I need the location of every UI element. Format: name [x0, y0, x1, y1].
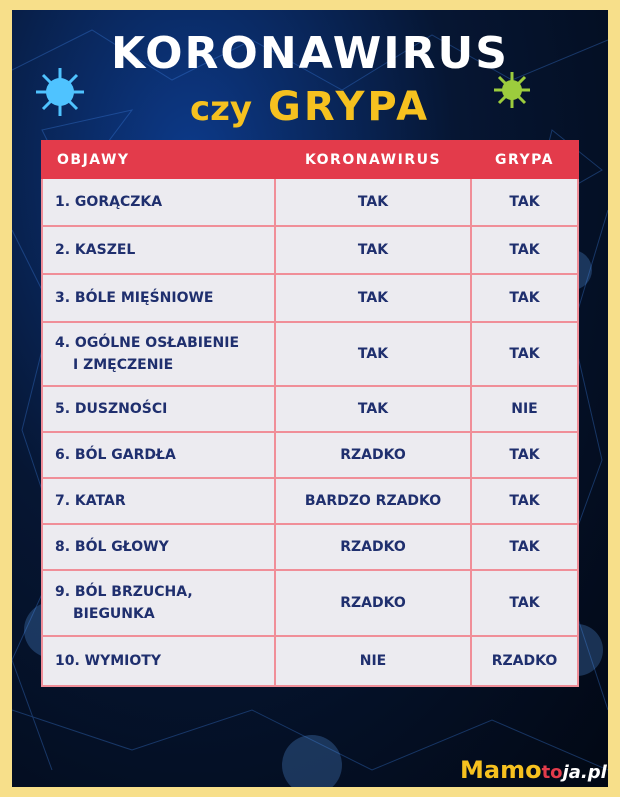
- flu-cell: TAK: [471, 524, 578, 570]
- symptom-line: 9. BÓL BRZUCHA,: [55, 584, 193, 600]
- symptom-line: BIEGUNKA: [73, 606, 155, 622]
- covid-cell: TAK: [275, 322, 471, 386]
- header-covid: KORONAWIRUS: [275, 141, 471, 178]
- symptom-cell: 8. BÓL GŁOWY: [42, 524, 275, 570]
- logo-part-mamo: Mamo: [460, 756, 542, 784]
- logo-part-to: to: [541, 762, 563, 783]
- title-sub-big: GRYPA: [268, 84, 431, 130]
- flu-cell: RZADKO: [471, 636, 578, 686]
- covid-cell: TAK: [275, 274, 471, 322]
- symptom-cell: 2. KASZEL: [42, 226, 275, 274]
- symptom-line: 4. OGÓLNE OSŁABIENIE: [55, 335, 240, 351]
- table-row: [42, 478, 578, 524]
- symptom-cell: [42, 322, 275, 386]
- table-row: [42, 322, 578, 386]
- covid-cell: TAK: [275, 178, 471, 226]
- flu-cell: TAK: [471, 226, 578, 274]
- flu-cell: TAK: [471, 322, 578, 386]
- table-row: [42, 524, 578, 570]
- table-row: [42, 274, 578, 322]
- covid-cell: RZADKO: [275, 524, 471, 570]
- flu-cell: TAK: [471, 178, 578, 226]
- covid-cell: NIE: [275, 636, 471, 686]
- symptom-cell: 5. DUSZNOŚCI: [42, 386, 275, 432]
- header-flu: GRYPA: [471, 141, 578, 178]
- covid-cell: RZADKO: [275, 570, 471, 636]
- title-main: KORONAWIRUS: [111, 28, 509, 79]
- table-row: [42, 570, 578, 636]
- covid-cell: BARDZO RZADKO: [275, 478, 471, 524]
- header-symptoms: OBJAWY: [42, 141, 275, 178]
- table-header-row: [42, 141, 578, 178]
- covid-cell: TAK: [275, 226, 471, 274]
- flu-cell: TAK: [471, 570, 578, 636]
- symptom-cell: 7. KATAR: [42, 478, 275, 524]
- symptom-cell: 6. BÓL GARDŁA: [42, 432, 275, 478]
- symptom-cell: [42, 570, 275, 636]
- symptom-line: I ZMĘCZENIE: [73, 357, 174, 373]
- comparison-table: [41, 140, 579, 687]
- flu-cell: NIE: [471, 386, 578, 432]
- table-row: [42, 432, 578, 478]
- title-sub: [12, 84, 608, 130]
- covid-cell: TAK: [275, 386, 471, 432]
- symptom-cell: 10. WYMIOTY: [42, 636, 275, 686]
- logo-part-ja: ja.pl: [562, 762, 607, 783]
- table-row: [42, 178, 578, 226]
- flu-cell: TAK: [471, 478, 578, 524]
- symptom-cell: 3. BÓLE MIĘŚNIOWE: [42, 274, 275, 322]
- poster: [12, 10, 608, 787]
- brand-logo: [460, 752, 608, 787]
- table-row: [42, 386, 578, 432]
- flu-cell: TAK: [471, 432, 578, 478]
- symptom-cell: 1. GORĄCZKA: [42, 178, 275, 226]
- flu-cell: TAK: [471, 274, 578, 322]
- table-row: [42, 226, 578, 274]
- title-sub-small: czy: [189, 89, 253, 129]
- covid-cell: RZADKO: [275, 432, 471, 478]
- table-row: [42, 636, 578, 686]
